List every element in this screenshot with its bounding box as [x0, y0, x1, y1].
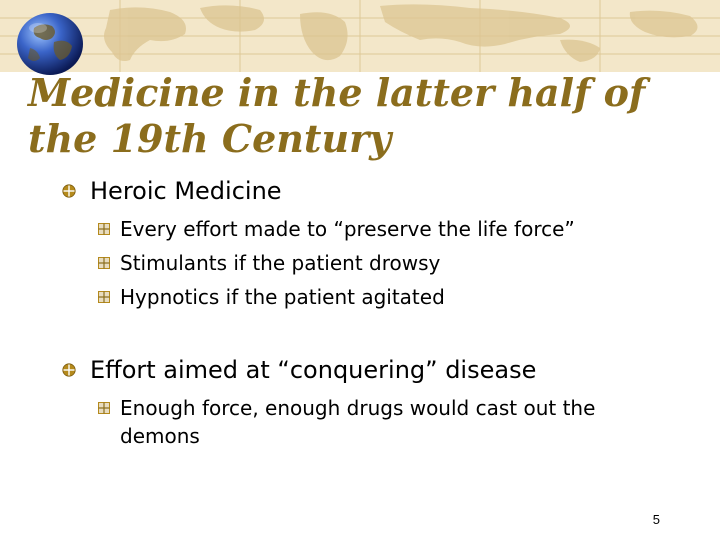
- sub-bullet-text: Every effort made to “preserve the life force”: [120, 217, 575, 241]
- bullet-conquering-disease: [62, 356, 536, 384]
- square-cross-bullet-icon: [98, 291, 110, 303]
- globe-icon: [12, 8, 88, 78]
- sub-bullet: [98, 249, 640, 277]
- circle-cross-bullet-icon: [62, 363, 76, 377]
- square-cross-bullet-icon: [98, 402, 110, 414]
- sub-bullet: [98, 394, 640, 450]
- sub-bullet-text: Enough force, enough drugs would cast out the demons: [120, 396, 596, 448]
- world-map-graphic: [0, 0, 720, 72]
- slide-number: 5: [652, 512, 660, 527]
- sub-bullet: [98, 283, 640, 311]
- square-cross-bullet-icon: [98, 223, 110, 235]
- bullet-text: Heroic Medicine: [90, 177, 282, 205]
- circle-cross-bullet-icon: [62, 184, 76, 198]
- sub-bullet-text: Hypnotics if the patient agitated: [120, 285, 445, 309]
- bullet-heroic-medicine: [62, 177, 282, 205]
- world-map-banner: [0, 0, 720, 72]
- sub-bullet: [98, 215, 640, 243]
- square-cross-bullet-icon: [98, 257, 110, 269]
- slide-title: Medicine in the latter half of the 19th Century: [28, 70, 646, 161]
- bullet-text: Effort aimed at “conquering” disease: [90, 356, 537, 384]
- sub-bullet-text: Stimulants if the patient drowsy: [120, 251, 441, 275]
